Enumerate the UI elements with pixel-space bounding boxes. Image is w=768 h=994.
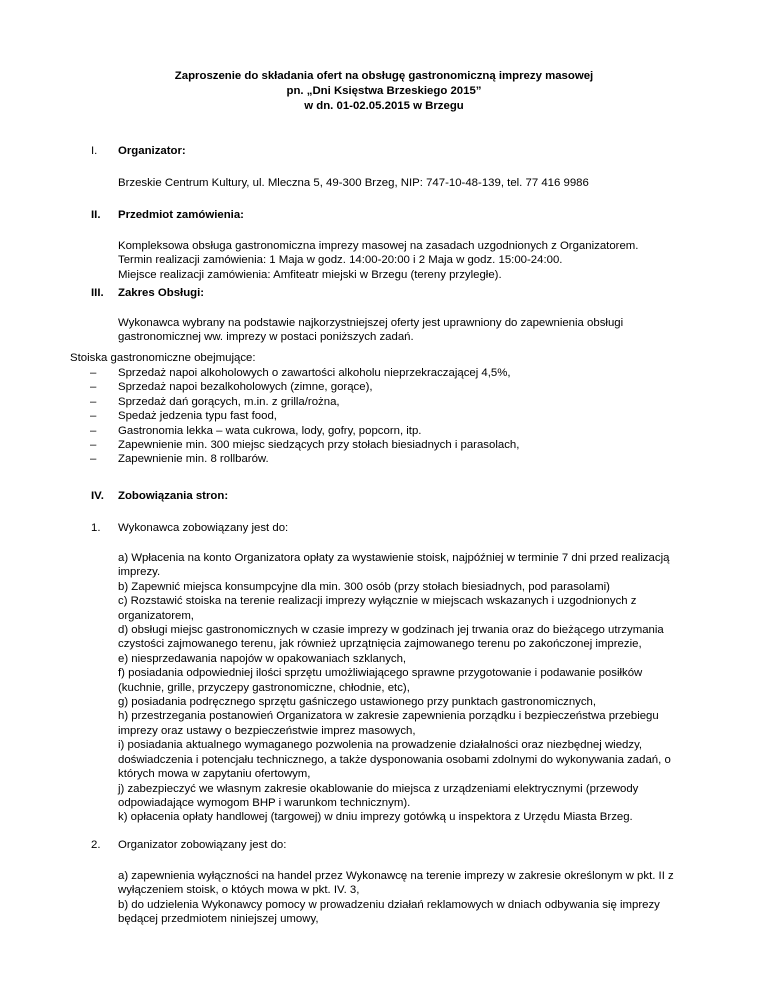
section-2-line: Miejsce realizacji zamówienia: Amfiteatr miejski w Brzegu (tereny przyległe). — [118, 268, 502, 281]
section-2-line: Termin realizacji zamówienia: 1 Maja w godz. 14:00-20:00 i 2 Maja w godz. 15:00-24:00. — [118, 254, 563, 267]
point-2-line: będącej przedmiotem niniejszej umowy, — [118, 913, 319, 926]
section-1-heading: Organizator: — [118, 145, 186, 157]
list-item-text: Spedaż jedzenia typu fast food, — [118, 410, 277, 423]
point-1-line: czystości zajmowanego terenu, jak również uprzątnięcia zajmowanego terenu po zakończonej imprezie, — [118, 638, 642, 651]
list-item — [70, 395, 519, 409]
list-item-text: Sprzedaż napoi bezalkoholowych (zimne, gorące), — [118, 381, 373, 394]
point-1-line: których mowa w zapytaniu ofertowym, — [118, 768, 311, 781]
dash-bullet: – — [90, 381, 97, 394]
point-2-number: 2. — [91, 839, 101, 851]
point-1-line: h) przestrzegania postanowień Organizatora w zakresie zapewnienia porządku i bezpieczeństwa przebiegu — [118, 710, 659, 723]
point-2-line: a) zapewnienia wyłączności na handel przez Wykonawcę na terenie imprezy w zakresie określonym w pkt. II z — [118, 870, 674, 882]
section-2-line: Kompleksowa obsługa gastronomiczna imprezy masowej na zasadach uzgodnionych z Organizatorem. — [118, 240, 639, 252]
section-3-heading: Zakres Obsługi: — [118, 287, 205, 299]
dash-bullet: – — [90, 438, 97, 451]
title-line-1: Zaproszenie do składania ofert na obsługę gastronomiczną imprezy masowej — [174, 70, 594, 82]
dash-bullet: – — [90, 424, 97, 437]
list-item — [70, 366, 519, 380]
point-1-line: k) opłacenia opłaty handlowej (targowej) w dniu imprezy gotówką u inspektora z Urzędu Miasta Brzeg. — [118, 811, 633, 824]
point-1-line: f) posiadania odpowiedniej ilości sprzętu umożliwiającego sprawne przygotowanie i podawanie posiłków — [118, 667, 643, 680]
point-1-line: imprezy. — [118, 566, 161, 579]
list-item — [70, 452, 519, 466]
list-item-text: Zapewnienie min. 300 miejsc siedzących przy stołach biesiadnych i parasolach, — [118, 438, 520, 451]
point-1-line: odpowiadające wymogom BHP i warunkom technicznym). — [118, 796, 411, 809]
title-line-2: pn. „Dni Księstwa Brzeskiego 2015” — [286, 85, 482, 97]
dash-bullet: – — [90, 395, 97, 408]
section-4-number: IV. — [91, 490, 104, 502]
point-1-line: d) obsługi miejsc gastronomicznych w czasie imprezy w godzinach jej trwania oraz do bieżącego utrzymania — [118, 624, 664, 637]
section-2-heading: Przedmiot zamówienia: — [118, 209, 244, 221]
dash-bullet: – — [90, 367, 97, 379]
point-1-line: imprezy oraz ustawy o bezpieczeństwie imprez masowych, — [118, 724, 416, 737]
section-1-number: I. — [91, 145, 98, 157]
list-item-text: Sprzedaż napoi alkoholowych o zawartości alkoholu nieprzekraczającej 4,5%, — [118, 367, 511, 379]
list-item — [70, 380, 519, 394]
section-3-body — [118, 316, 623, 345]
section-1-text: Brzeskie Centrum Kultury, ul. Mleczna 5, 49-300 Brzeg, NIP: 747-10-48-139, tel. 77 416 9986 — [118, 177, 589, 189]
point-1-line: c) Rozstawić stoiska na terenie realizacji imprezy wyłącznie w miejscach wskazanych i uzgodnionych z — [118, 595, 637, 608]
point-1-number: 1. — [91, 522, 101, 534]
point-1-text: Wykonawca zobowiązany jest do: — [118, 522, 289, 534]
point-1-line: (kuchnie, grille, przyczepy gastronomiczne, chłodnie, etc), — [118, 681, 410, 694]
dash-bullet: – — [90, 410, 97, 423]
list-item — [70, 438, 519, 452]
stoiska-list — [70, 366, 519, 467]
point-1-line: doświadczenia i potencjału technicznego, a także dysponowania osobami zdolnymi do wykonywania zadań, o — [118, 753, 671, 766]
point-1-line: g) posiadania podręcznego sprzętu gaśniczego ustawionego przy punktach gastronomicznych, — [118, 696, 597, 709]
section-2-number: II. — [91, 209, 101, 221]
section-3-number: III. — [91, 287, 104, 299]
stoiska-intro: Stoiska gastronomiczne obejmujące: — [70, 352, 256, 364]
point-2-text: Organizator zobowiązany jest do: — [118, 839, 287, 851]
point-1-line: e) niesprzedawania napojów w opakowaniach szklanych, — [118, 652, 407, 665]
point-2-line: b) do udzielenia Wykonawcy pomocy w prowadzeniu działań reklamowych w dniach odbywania się imprezy — [118, 898, 660, 911]
point-1-line: a) Wpłacenia na konto Organizatora opłaty za wystawienie stoisk, najpóźniej w terminie 7 dni przed realizacją — [118, 552, 670, 564]
list-item — [70, 409, 519, 423]
list-item — [70, 424, 519, 438]
point-1-line: i) posiadania aktualnego wymaganego pozwolenia na prowadzenie działalności oraz niezbędnej wiedzy, — [118, 739, 643, 752]
list-item-text: Sprzedaż dań gorących, m.in. z grilla/rożna, — [118, 395, 340, 408]
dash-bullet: – — [90, 453, 97, 466]
section-3-line: Wykonawca wybrany na podstawie najkorzystniejszej oferty jest uprawniony do zapewnienia obsługi — [118, 317, 624, 329]
point-1-line: j) zabezpieczyć we własnym zakresie okablowanie do miejsca z urządzeniami elektrycznymi (przewody — [118, 782, 639, 795]
list-item-text: Gastronomia lekka – wata cukrowa, lody, gofry, popcorn, itp. — [118, 424, 422, 437]
point-1-line: organizatorem, — [118, 609, 194, 622]
section-4-heading: Zobowiązania stron: — [118, 490, 229, 502]
list-item-text: Zapewnienie min. 8 rollbarów. — [118, 453, 269, 466]
point-1-line: b) Zapewnić miejsca konsumpcyjne dla min. 300 osób (przy stołach biesiadnych, pod parasolami) — [118, 580, 610, 593]
point-2-body — [118, 869, 674, 927]
document-title — [0, 69, 768, 114]
point-1-body — [118, 551, 671, 825]
title-line-3: w dn. 01-02.05.2015 w Brzegu — [304, 100, 464, 112]
point-2-line: wyłączeniem stoisk, o któych mowa w pkt. IV. 3, — [118, 884, 360, 897]
section-2-body — [118, 239, 638, 282]
section-3-line: gastronomicznej ww. imprezy w postaci poniższych zadań. — [118, 331, 414, 344]
